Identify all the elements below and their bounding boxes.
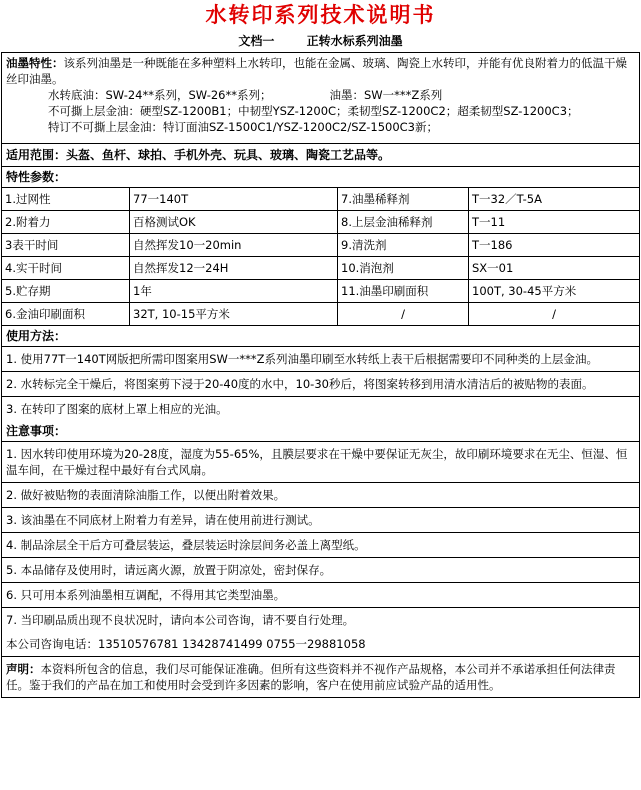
notes-list: [2, 442, 639, 632]
params-table: [2, 188, 639, 325]
params-heading: 特性参数：: [2, 167, 639, 188]
note-item: 3. 该油墨在不同底材上附着力有差异，请在使用前进行测试。: [2, 508, 639, 533]
ink-properties-desc: 该系列油墨是一种既能在多种塑料上水转印，也能在金属、玻璃、陶瓷上水转印，并能有优良附着力的低温干燥丝印油墨。: [6, 56, 627, 86]
ink-properties-text: [6, 55, 635, 87]
params-table-wrap: [2, 188, 639, 326]
params-cell: /: [338, 303, 469, 326]
scope-text: 头盔、鱼杆、球拍、手机外壳、玩具、玻璃、陶瓷工艺品等。: [66, 148, 391, 162]
ink-properties-label: 油墨特性：: [6, 56, 64, 70]
notes-heading: 注意事项：: [2, 421, 639, 442]
params-cell: T一11: [469, 211, 640, 234]
usage-list: [2, 347, 639, 421]
subtitle: [1, 30, 640, 52]
params-row: [2, 303, 639, 326]
disclaimer-text: 本资料所包含的信息，我们尽可能保证准确。但所有这些资料并不视作产品规格，本公司并不承诺承担任何法律责任。鉴于我们的产品在加工和使用时会受到许多因素的影响，客户在使用前应试验产品的适用性。: [6, 662, 616, 692]
params-row: [2, 280, 639, 303]
ink-line-3: 特订不可撕上层金油：特订面油SZ-1500C1/YSZ-1200C2/SZ-1500C3新；: [48, 120, 438, 134]
page-title: 水转印系列技术说明书: [205, 2, 436, 27]
note-item: 2. 做好被贴物的表面清除油脂工作，以便出附着效果。: [2, 483, 639, 508]
params-row: [2, 234, 639, 257]
params-cell: 11.油墨印刷面积: [338, 280, 469, 303]
note-item: 7. 当印刷品质出现不良状况时，请向本公司咨询，请不要自行处理。: [6, 613, 355, 627]
params-cell: 5.贮存期: [2, 280, 130, 303]
params-cell: 1年: [130, 280, 338, 303]
note-item: 5. 本品储存及使用时，请远离火源，放置于阴凉处，密封保存。: [2, 558, 639, 583]
usage-item: 2. 水转标完全干燥后，将图案剪下浸于20-40度的水中，10-30秒后，将图案转移到用清水清洁后的被贴物的表面。: [2, 372, 639, 397]
params-cell: T一32／T-5A: [469, 188, 640, 211]
params-cell: 7.油墨稀释剂: [338, 188, 469, 211]
usage-heading: 使用方法：: [2, 326, 639, 347]
note-item: 6. 只可用本系列油墨相互调配，不得用其它类型油墨。: [2, 583, 639, 608]
params-cell: 100T, 30-45平方米: [469, 280, 640, 303]
params-cell: 3表干时间: [2, 234, 130, 257]
document-frame: [1, 52, 640, 698]
params-cell: /: [469, 303, 640, 326]
params-cell: 自然挥发12一24H: [130, 257, 338, 280]
params-cell: 1.过网性: [2, 188, 130, 211]
disclaimer-section: [2, 657, 639, 697]
note-item: 4. 制品涂层全干后方可叠层装运，叠层装运时涂层间务必盖上离型纸。: [2, 533, 639, 558]
params-cell: 自然挥发10一20min: [130, 234, 338, 257]
params-cell: 4.实干时间: [2, 257, 130, 280]
params-cell: 77一140T: [130, 188, 338, 211]
scope-section: [2, 144, 639, 167]
params-row: [2, 257, 639, 280]
params-cell: 2.附着力: [2, 211, 130, 234]
note-item: 1. 因水转印使用环境为20-28度，湿度为55-65%，且膜层要求在干燥中要保证无灰尘，故印刷环境要求在无尘、恒湿、恒温车间，在干燥过程中最好有台式风扇。: [2, 442, 639, 483]
params-cell: T一186: [469, 234, 640, 257]
base-ink-text: 水转底油：SW-24**系列，SW-26**系列；: [48, 88, 272, 102]
params-cell: SX一01: [469, 257, 640, 280]
params-row: [2, 188, 639, 211]
disclaimer-label: 声明：: [6, 662, 41, 676]
usage-item: 3. 在转印了图案的底材上罩上相应的光油。: [6, 402, 228, 416]
params-cell: 32T, 10-15平方米: [130, 303, 338, 326]
params-cell: 8.上层金油稀释剂: [338, 211, 469, 234]
product-name: 正转水标系列油墨: [306, 34, 403, 48]
ink-properties-section: [2, 53, 639, 144]
params-cell: 9.清洗剂: [338, 234, 469, 257]
params-row: [2, 211, 639, 234]
params-cell: 百格测试OK: [130, 211, 338, 234]
scope-label: 适用范围：: [6, 148, 67, 162]
doc-number: 文档一: [238, 34, 275, 48]
params-cell: 6.金油印刷面积: [2, 303, 130, 326]
ink-series-text: 油墨：SW一***Z系列: [329, 88, 443, 102]
usage-item: 1. 使用77T一140T网版把所需印图案用SW一***Z系列油墨印刷至水转纸上表干后根据需要印不同种类的上层金油。: [2, 347, 639, 372]
contact-line: 本公司咨询电话：13510576781 13428741499 0755一29881058: [2, 632, 639, 657]
tech-sheet: [1, 0, 640, 698]
params-cell: 10.消泡剂: [338, 257, 469, 280]
ink-line-1: [6, 87, 635, 103]
ink-line-2: 不可撕上层金油：硬型SZ-1200B1；中韧型YSZ-1200C；柔韧型SZ-1200C2；超柔韧型SZ-1200C3；: [48, 104, 579, 118]
